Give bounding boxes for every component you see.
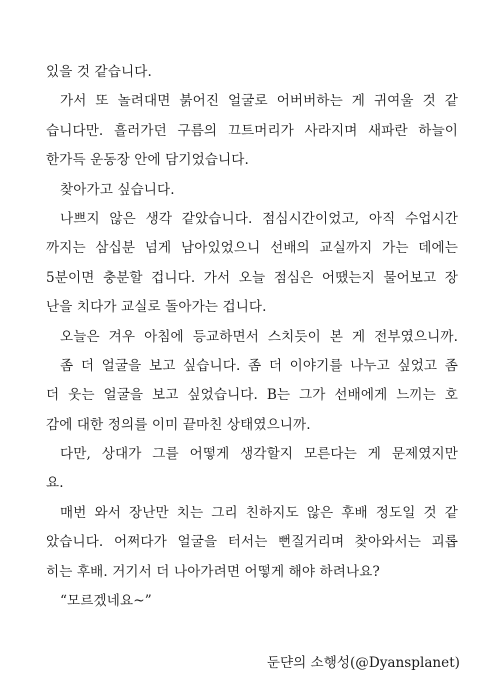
text-line: “모르겠네요~”	[60, 593, 152, 610]
author-credit: 둔댠의 소행성(@Dyansplanet)	[266, 655, 460, 671]
text-line: 히는 후배. 거기서 더 나아가려면 어떻게 해야 하려나요?	[46, 563, 380, 580]
text-line: 까지는 삼십분 넘게 남아있었으니 선배의 교실까지 가는 데에는	[46, 240, 458, 257]
body-text	[46, 58, 458, 616]
text-line: 매번 와서 장난만 치는 그리 친하지도 않은 후배 정도일 것 같	[60, 504, 458, 521]
text-line: 더 웃는 얼굴을 보고 싶었습니다. B는 그가 선배에게 느끼는 호	[46, 387, 458, 404]
text-line: 좀 더 얼굴을 보고 싶습니다. 좀 더 이야기를 나누고 싶었고 좀	[60, 357, 458, 374]
text-line: 난을 치다가 교실로 돌아가는 겁니다.	[46, 299, 267, 316]
text-line: 가서 또 놀려대면 붉어진 얼굴로 어버버하는 게 귀여울 것 같	[60, 93, 458, 110]
text-line: 나쁘지 않은 생각 같았습니다. 점심시간이었고, 아직 수업시간	[60, 210, 458, 227]
text-line: 요.	[46, 475, 64, 492]
text-line: 감에 대한 정의를 이미 끝마친 상태였으니까.	[46, 416, 311, 433]
text-line: 찾아가고 싶습니다.	[60, 181, 175, 198]
text-line: 있을 것 같습니다.	[46, 64, 152, 80]
text-line: 오늘은 겨우 아침에 등교하면서 스치듯이 본 게 전부였으니까.	[60, 328, 458, 345]
text-line: 습니다만. 흘러가던 구름의 끄트머리가 사라지며 새파란 하늘이	[46, 122, 458, 139]
text-line: 다만, 상대가 그를 어떻게 생각할지 모른다는 게 문제였지만	[60, 446, 458, 463]
text-line: 5분이면 충분할 겁니다. 가서 오늘 점심은 어땠는지 물어보고 장	[46, 269, 458, 286]
text-line: 았습니다. 어쩌다가 얼굴을 터서는 뻔질거리며 찾아와서는 괴롭	[46, 534, 458, 551]
text-line: 한가득 운동장 안에 담기었습니다.	[46, 152, 249, 169]
